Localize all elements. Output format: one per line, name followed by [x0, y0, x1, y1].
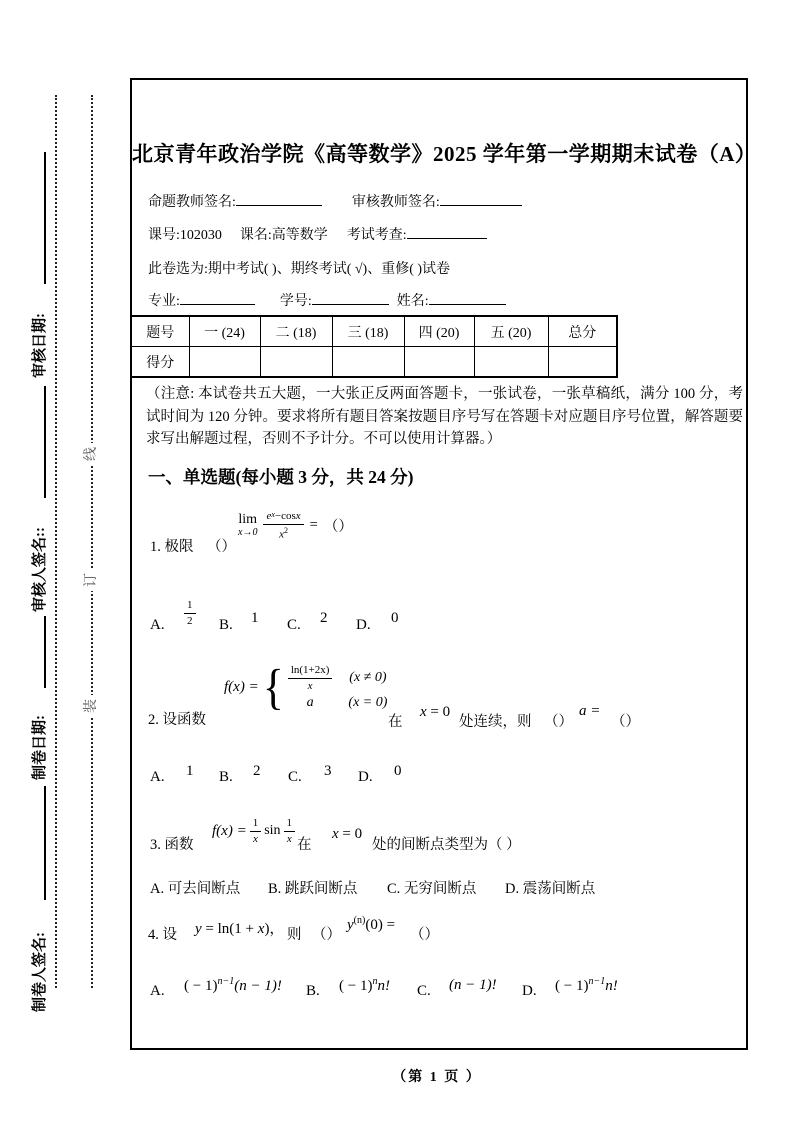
q2-option-d-label: D. [358, 769, 373, 785]
q3-option-c: C. 无穷间断点 [387, 881, 477, 897]
binding-char-xian: 线 [82, 443, 102, 465]
q2-answer-paren: （） [611, 714, 640, 730]
setter-signature-label: 命题教师签名: [148, 195, 236, 210]
checker-signature-label: 审核教师签名: [351, 195, 440, 210]
score-cell [404, 347, 474, 378]
section-1-heading: 一、单选题(每小题 3 分，共 24 分) [148, 467, 414, 487]
q3-condition: x = 0 [332, 826, 363, 842]
meta-line-course [148, 224, 487, 244]
q4-answer-paren: （） [410, 927, 439, 943]
q1-option-c-label: C. [287, 617, 301, 633]
q2-condition: x = 0 [420, 704, 451, 720]
q1-option-b-label: B. [219, 617, 233, 633]
meta-line-teachers [148, 191, 522, 211]
q2-lead-text: 设函数 [162, 712, 206, 728]
q2-option-c-label: C. [288, 769, 302, 785]
q2-number: 2. [148, 712, 159, 728]
q1-formula: lim x→0 e x −cos x $x^2$ = （） [238, 510, 353, 541]
exam-type-blank [407, 226, 487, 239]
score-table-header-row [131, 316, 617, 347]
q4-option-b-label: B. [306, 983, 320, 999]
binding-dotted-line-inner [55, 95, 57, 988]
name-blank [429, 292, 506, 305]
q1-option-c-value: 2 [320, 610, 328, 626]
q2-option-d-value: 0 [394, 763, 402, 779]
q2-mid1: 在 [388, 714, 403, 730]
score-header-cell: 一 (24) [189, 316, 260, 347]
q3-mid1: 在 [297, 837, 312, 853]
binding-char-zhuang: 装 [82, 695, 102, 717]
q1-limit: lim x→0 [238, 511, 258, 538]
q3-option-a: A. 可去间断点 [150, 881, 241, 897]
q4-option-a-label: A. [150, 983, 165, 999]
reviewer-signature-label: 审核人签名:: [32, 527, 48, 612]
q2-formula: f(x) = { $\frac{\ln(1+2x)}{x}$ (x ≠ 0) a (x = 0) [224, 659, 388, 715]
reviewer-signature-blank [30, 386, 46, 498]
q4-option-c-label: C. [417, 983, 431, 999]
major-label: 专业: [148, 294, 180, 309]
exam-type-label: 考试考查: [346, 228, 407, 243]
q3-fraction-2: $\frac{1}{x}$ [284, 817, 296, 845]
student-id-blank [312, 292, 389, 305]
q3-number: 3. [150, 837, 161, 853]
q4-option-a-value: ( − 1)$^{n-1}$(n − 1)! [184, 976, 282, 994]
q1-stem [150, 535, 194, 556]
q2-brace: { [262, 659, 284, 715]
q2-case1-fraction: $\frac{\ln(1+2x)}{x}$ [288, 664, 333, 692]
q1-option-a-label: A. [150, 617, 165, 633]
course-no-label: 课号:102030 [148, 228, 222, 243]
q4-paren: （） [312, 927, 341, 943]
q1-number: 1. [150, 539, 161, 555]
score-table [130, 315, 618, 378]
q4-option-b-value: ( − 1)$^n$n! [339, 976, 390, 994]
q4-number: 4. [148, 927, 159, 943]
score-table-score-row [131, 347, 617, 378]
score-cell [189, 347, 260, 378]
q2-cases: $\frac{\ln(1+2x)}{x}$ (x ≠ 0) a (x = 0) [288, 664, 388, 711]
q1-option-d-value: 0 [391, 610, 399, 626]
maker-date-blank [30, 616, 46, 688]
q4-stem [148, 923, 177, 944]
review-date-blank [30, 152, 46, 284]
q1-option-b-value: 1 [251, 610, 259, 626]
q2-paren: （） [544, 714, 573, 730]
q3-tail: 处的间断点类型为（ ） [372, 837, 521, 853]
review-date-label: 审核日期: [32, 313, 48, 378]
binding-char-ding: 订 [82, 569, 102, 591]
name-label: 姓名: [396, 294, 429, 309]
q2-option-b-label: B. [219, 769, 233, 785]
page-number: （第 1 页 ） [392, 1070, 482, 1085]
q4-option-d-label: D. [522, 983, 537, 999]
q2-option-c-value: 3 [324, 763, 332, 779]
q1-option-d-label: D. [356, 617, 371, 633]
maker-date-label: 制卷日期: [32, 715, 48, 780]
q3-lead-text: 函数 [164, 837, 194, 853]
maker-signature-label: 制卷人签名: [32, 932, 48, 1012]
q4-option-c-value: (n − 1)! [449, 977, 497, 993]
q3-stem [150, 833, 194, 854]
score-header-cell: 四 (20) [404, 316, 474, 347]
meta-line-student [148, 290, 506, 310]
q4-option-d-value: ( − 1)$^{n-1}$n! [555, 976, 618, 994]
checker-signature-blank [440, 193, 522, 206]
score-header-cell: 五 (20) [474, 316, 548, 347]
q2-option-a-value: 1 [186, 763, 194, 779]
q1-paren: （） [207, 539, 236, 555]
q3-option-b: B. 跳跃间断点 [268, 881, 358, 897]
maker-signature-blank [30, 786, 46, 900]
margin-signature-line [26, 138, 52, 1052]
q3-fraction-1: $\frac{1}{x}$ [250, 817, 262, 845]
q3-formula: f(x) = $\frac{1}{x}$ sin $\frac{1}{x}$ [212, 817, 295, 845]
score-cell [332, 347, 404, 378]
q1-lead-text: 极限 [164, 539, 194, 555]
q1-fraction: e x −cos x $x^2$ [263, 510, 303, 541]
score-cell [548, 347, 617, 378]
setter-signature-blank [236, 193, 322, 206]
score-cell [474, 347, 548, 378]
q3-option-d: D. 震荡间断点 [505, 881, 596, 897]
meta-line-paper-type: 此卷选为:期中考试( )、期终考试( √)、重修( )试卷 [148, 262, 451, 277]
exam-notice: （注意: 本试卷共五大题，一大张正反两面答题卡，一张试卷，一张草稿纸，满分 100 分，考试时间为 120 分钟。要求将所有题目答案按题目序号写在答题卡对应题目序号位置，解答题要求写出解题过程，否则不予计分。不可以使用计算器。） [146, 386, 743, 447]
course-name-label: 课名:高等数学 [239, 228, 328, 243]
q1-option-a-value: $\frac{1}{2}$ [184, 599, 196, 627]
student-id-label: 学号: [279, 294, 312, 309]
page-title: 北京青年政治学院《高等数学》2025 学年第一学期期末试卷（A） [132, 142, 757, 166]
score-header-cell: 题号 [131, 316, 189, 347]
q4-derivative: $y^{(n)}(0)$ = [347, 915, 396, 933]
score-header-cell: 总分 [548, 316, 617, 347]
binding-dotted-line-outer [91, 95, 93, 988]
q4-equation: y = ln(1 + x)， [195, 921, 285, 937]
score-row-label: 得分 [131, 347, 189, 378]
q4-lead-text: 设 [162, 927, 177, 943]
q2-stem [148, 708, 206, 729]
q2-a-equals: a = [579, 703, 601, 719]
score-header-cell: 二 (18) [260, 316, 332, 347]
q2-mid2: 处连续，则 [459, 714, 532, 730]
major-blank [180, 292, 255, 305]
score-cell [260, 347, 332, 378]
q2-option-a-label: A. [150, 769, 165, 785]
q2-option-b-value: 2 [253, 763, 261, 779]
score-header-cell: 三 (18) [332, 316, 404, 347]
q4-mid: 则 [287, 927, 302, 943]
